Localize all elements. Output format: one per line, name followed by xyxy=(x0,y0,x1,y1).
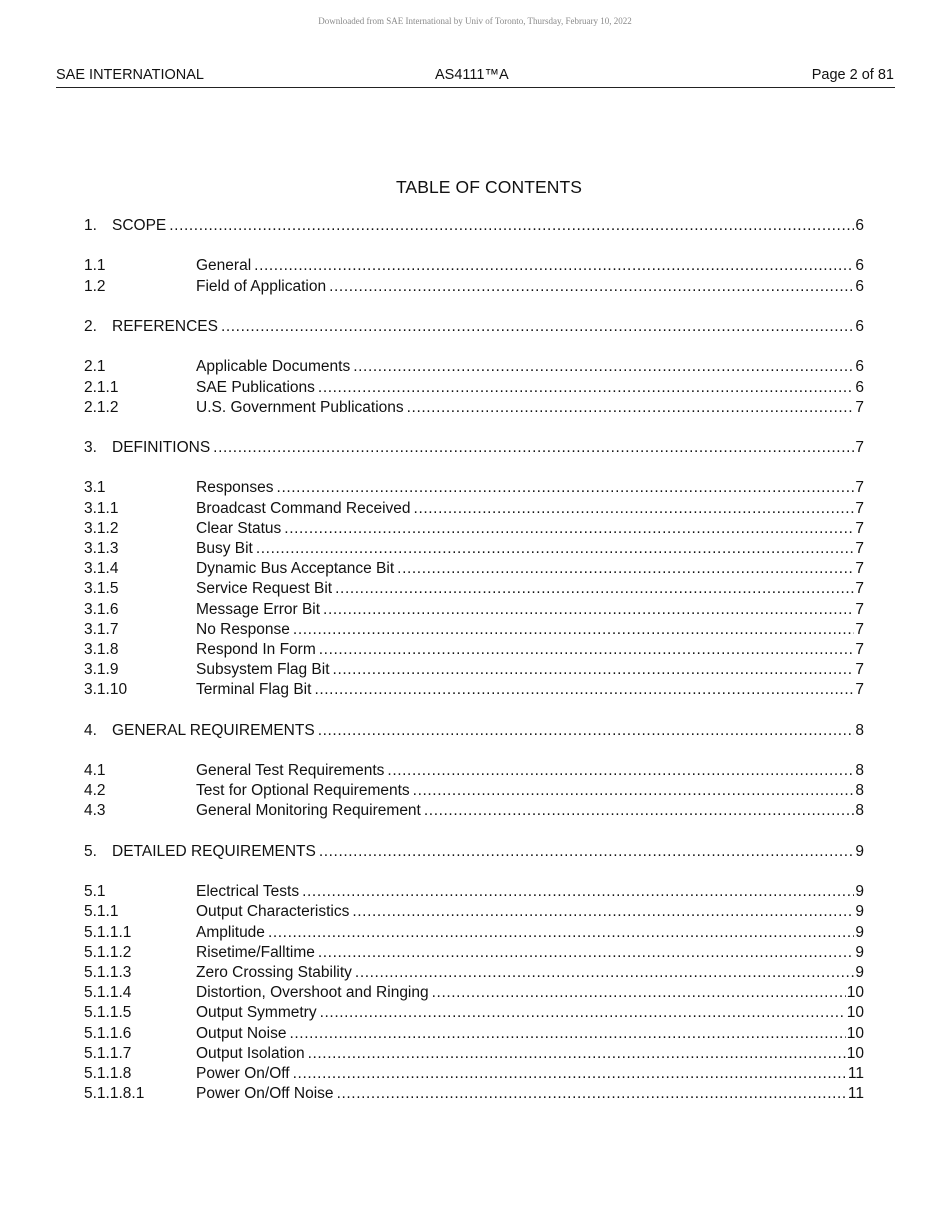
toc-dot-leader xyxy=(318,721,855,741)
toc-entry-number: 3.1 xyxy=(84,479,106,497)
toc-entry-number: 5.1.1.1 xyxy=(84,923,132,941)
toc-entry[interactable] xyxy=(84,600,864,620)
toc-entry-title: Output Characteristics xyxy=(196,903,350,921)
toc-entry[interactable] xyxy=(84,256,864,276)
toc-entry-page: 7 xyxy=(855,479,864,497)
toc-entry-number: 2.1.1 xyxy=(84,378,119,396)
toc-dot-leader xyxy=(254,256,854,276)
toc-entry-number: 5.1.1.8.1 xyxy=(84,1085,145,1103)
toc-dot-leader xyxy=(414,499,855,519)
toc-entry-title: Zero Crossing Stability xyxy=(196,963,352,981)
toc-entry[interactable] xyxy=(84,1003,864,1023)
toc-entry[interactable] xyxy=(84,398,864,418)
toc-entry[interactable] xyxy=(84,761,864,781)
toc-entry[interactable] xyxy=(84,842,864,862)
toc-entry-number: 2. xyxy=(84,317,97,335)
toc-dot-leader xyxy=(293,1064,847,1084)
toc-entry-title: SAE Publications xyxy=(196,378,315,396)
toc-entry-number: 5.1.1.3 xyxy=(84,963,132,981)
toc-dot-leader xyxy=(302,882,854,902)
toc-dot-leader xyxy=(333,660,855,680)
toc-entry-page: 10 xyxy=(846,1004,864,1022)
toc-entry[interactable] xyxy=(84,277,864,297)
toc-dot-leader xyxy=(387,761,854,781)
toc-entry[interactable] xyxy=(84,378,864,398)
toc-entry-page: 10 xyxy=(846,1024,864,1042)
toc-entry-number: 5.1.1.2 xyxy=(84,943,132,961)
toc-dot-leader xyxy=(277,478,855,498)
toc-dot-leader xyxy=(284,519,854,539)
toc-dot-leader xyxy=(169,216,854,236)
toc-entry[interactable] xyxy=(84,579,864,599)
toc-entry-page: 10 xyxy=(846,1044,864,1062)
toc-entry-page: 9 xyxy=(855,923,864,941)
toc-entry-page: 7 xyxy=(855,681,864,699)
toc-entry-title: Service Request Bit xyxy=(196,580,333,598)
toc-entry-number: 5.1.1.7 xyxy=(84,1044,132,1062)
toc-entry-page: 6 xyxy=(855,257,864,275)
toc-dot-leader xyxy=(318,943,855,963)
toc-entry-number: 3.1.1 xyxy=(84,499,119,517)
toc-entry-title: Output Symmetry xyxy=(196,1004,317,1022)
toc-dot-leader xyxy=(432,983,846,1003)
toc-entry-title: SCOPE xyxy=(112,217,167,234)
toc-entry-number: 5.1 xyxy=(84,883,106,901)
toc-dot-leader xyxy=(355,963,854,983)
toc-entry-title: General xyxy=(196,257,252,275)
toc-entry[interactable] xyxy=(84,1044,864,1064)
toc-entry[interactable] xyxy=(84,559,864,579)
toc-entry-title: Subsystem Flag Bit xyxy=(196,661,330,679)
toc-entry-number: 3.1.6 xyxy=(84,600,119,618)
toc-entry-number: 3.1.8 xyxy=(84,640,119,658)
toc-dot-leader xyxy=(352,902,854,922)
toc-entry-page: 7 xyxy=(855,439,864,457)
toc-entry-page: 9 xyxy=(855,842,864,860)
toc-dot-leader xyxy=(335,579,854,599)
toc-dot-leader xyxy=(268,923,854,943)
toc-dot-leader xyxy=(221,317,854,337)
toc-entry-page: 7 xyxy=(855,398,864,416)
toc-entry-page: 11 xyxy=(847,1085,864,1103)
toc-entry-title: U.S. Government Publications xyxy=(196,398,404,416)
toc-entry[interactable] xyxy=(84,923,864,943)
toc-entry-number: 4.3 xyxy=(84,802,106,820)
header-document-id: AS4111™A xyxy=(435,67,509,83)
toc-entry-number: 3.1.3 xyxy=(84,540,119,557)
toc-dot-leader xyxy=(337,1084,847,1104)
toc-entry[interactable] xyxy=(84,882,864,902)
toc-entry[interactable] xyxy=(84,499,864,519)
toc-entry-title: Applicable Documents xyxy=(196,358,351,376)
toc-entry-page: 7 xyxy=(855,540,864,557)
toc-entry-number: 4. xyxy=(84,721,97,739)
toc-entry-title: GENERAL REQUIREMENTS xyxy=(112,721,315,739)
toc-entry-title: Respond In Form xyxy=(196,640,316,658)
toc-entry[interactable] xyxy=(84,902,864,922)
toc-dot-leader xyxy=(320,1003,846,1023)
toc-entry-page: 6 xyxy=(855,378,864,396)
toc-entry-page: 11 xyxy=(847,1064,864,1082)
toc-entry-number: 3.1.4 xyxy=(84,560,119,578)
toc-entry-number: 2.1.2 xyxy=(84,398,119,416)
toc-entry[interactable] xyxy=(84,357,864,377)
toc-dot-leader xyxy=(353,357,854,377)
toc-dot-leader xyxy=(397,559,854,579)
toc-entry-page: 8 xyxy=(855,762,864,780)
toc-entry-number: 3. xyxy=(84,439,97,457)
toc-dot-leader xyxy=(293,620,854,640)
toc-entry-title: Test for Optional Requirements xyxy=(196,782,410,800)
toc-entry-number: 4.1 xyxy=(84,762,106,780)
toc-entry-page: 7 xyxy=(855,640,864,658)
toc-entry-number: 5.1.1.4 xyxy=(84,984,132,1002)
toc-entry-page: 10 xyxy=(846,984,864,1002)
toc-dot-leader xyxy=(323,600,854,620)
toc-entry-page: 7 xyxy=(855,600,864,618)
toc-entry-title: Broadcast Command Received xyxy=(196,499,411,517)
toc-entry[interactable] xyxy=(84,1024,864,1044)
toc-entry-number: 3.1.5 xyxy=(84,580,119,598)
toc-entry-page: 7 xyxy=(855,560,864,578)
toc-dot-leader xyxy=(319,640,855,660)
toc-entry-number: 2.1 xyxy=(84,358,106,376)
toc-entry-title: DEFINITIONS xyxy=(112,439,211,457)
toc-entry[interactable] xyxy=(84,640,864,660)
toc-entry[interactable] xyxy=(84,216,864,236)
table-of-contents xyxy=(84,216,864,1104)
toc-dot-leader xyxy=(318,378,854,398)
toc-entry-title: General Test Requirements xyxy=(196,762,385,780)
toc-entry-title: Terminal Flag Bit xyxy=(196,681,312,699)
toc-entry-number: 5.1.1.5 xyxy=(84,1004,132,1022)
toc-entry-number: 5.1.1 xyxy=(84,903,119,921)
toc-entry-page: 8 xyxy=(855,721,864,739)
toc-entry-number: 3.1.7 xyxy=(84,620,119,638)
toc-entry[interactable] xyxy=(84,478,864,498)
toc-entry-number: 3.1.9 xyxy=(84,661,119,679)
toc-dot-leader xyxy=(413,781,855,801)
toc-entry-number: 5.1.1.8 xyxy=(84,1064,132,1082)
toc-entry[interactable] xyxy=(84,539,864,559)
toc-entry[interactable] xyxy=(84,317,864,337)
toc-entry-page: 8 xyxy=(855,802,864,820)
toc-entry[interactable] xyxy=(84,801,864,821)
toc-entry-title: Power On/Off xyxy=(196,1064,290,1082)
toc-dot-leader xyxy=(329,277,854,297)
toc-entry-page: 6 xyxy=(855,317,864,335)
toc-entry-number: 1.1 xyxy=(84,257,106,275)
toc-entry[interactable] xyxy=(84,438,864,458)
toc-entry[interactable] xyxy=(84,943,864,963)
toc-dot-leader xyxy=(314,680,854,700)
header-organization: SAE INTERNATIONAL xyxy=(56,67,204,83)
toc-dot-leader xyxy=(424,801,855,821)
toc-entry[interactable] xyxy=(84,519,864,539)
toc-entry[interactable] xyxy=(84,963,864,983)
toc-entry-page: 7 xyxy=(855,499,864,517)
toc-entry-page: 7 xyxy=(855,661,864,679)
toc-entry-page: 7 xyxy=(855,620,864,638)
toc-entry-title: Dynamic Bus Acceptance Bit xyxy=(196,560,395,578)
toc-entry-page: 7 xyxy=(855,580,864,598)
toc-entry-page: 6 xyxy=(855,277,864,295)
toc-entry-page: 9 xyxy=(855,963,864,981)
toc-entry-title: REFERENCES xyxy=(112,317,218,335)
toc-entry[interactable] xyxy=(84,721,864,741)
toc-entry-page: 9 xyxy=(855,943,864,961)
toc-entry[interactable] xyxy=(84,781,864,801)
toc-dot-leader xyxy=(256,539,855,559)
toc-dot-leader xyxy=(213,438,854,458)
toc-entry-title: Electrical Tests xyxy=(196,883,300,901)
toc-entry[interactable] xyxy=(84,660,864,680)
toc-entry-title: Message Error Bit xyxy=(196,600,321,618)
toc-entry-title: Clear Status xyxy=(196,519,282,537)
toc-entry-number: 4.2 xyxy=(84,782,106,800)
toc-entry-number: 1.2 xyxy=(84,277,106,295)
toc-entry-title: Busy Bit xyxy=(196,540,253,557)
toc-entry-title: DETAILED REQUIREMENTS xyxy=(112,842,316,860)
header-page-number: Page 2 of 81 xyxy=(811,67,894,83)
toc-entry-number: 5. xyxy=(84,842,97,860)
toc-dot-leader xyxy=(407,398,855,418)
toc-entry-number: 3.1.10 xyxy=(84,681,128,699)
toc-dot-leader xyxy=(289,1024,845,1044)
toc-entry-number: 1. xyxy=(84,217,97,234)
toc-entry-title: General Monitoring Requirement xyxy=(196,802,421,820)
toc-entry-title: Distortion, Overshoot and Ringing xyxy=(196,984,429,1002)
toc-entry[interactable] xyxy=(84,1064,864,1084)
toc-entry-number: 3.1.2 xyxy=(84,519,119,537)
toc-entry-page: 7 xyxy=(855,519,864,537)
toc-entry-page: 8 xyxy=(855,782,864,800)
toc-title: TABLE OF CONTENTS xyxy=(395,177,583,197)
download-watermark: Downloaded from SAE International by Univ of Toronto, Thursday, February 10, 2022 xyxy=(318,16,632,26)
toc-entry-title: Risetime/Falltime xyxy=(196,943,315,961)
toc-entry-page: 6 xyxy=(855,358,864,376)
toc-entry[interactable] xyxy=(84,680,864,700)
toc-entry-title: Field of Application xyxy=(196,277,327,295)
toc-dot-leader xyxy=(308,1044,846,1064)
toc-entry[interactable] xyxy=(84,620,864,640)
toc-entry-title: Output Isolation xyxy=(196,1044,305,1062)
toc-entry-title: Responses xyxy=(196,479,274,497)
toc-dot-leader xyxy=(319,842,855,862)
toc-entry-page: 6 xyxy=(855,217,864,234)
toc-entry-title: Amplitude xyxy=(196,923,265,941)
toc-entry-number: 5.1.1.6 xyxy=(84,1024,132,1042)
toc-entry-title: Power On/Off Noise xyxy=(196,1085,334,1103)
toc-entry[interactable] xyxy=(84,1084,864,1104)
toc-entry-title: Output Noise xyxy=(196,1024,287,1042)
toc-entry-title: No Response xyxy=(196,620,290,638)
toc-entry-page: 9 xyxy=(855,883,864,901)
toc-entry-page: 9 xyxy=(855,903,864,921)
toc-entry[interactable] xyxy=(84,983,864,1003)
page-header xyxy=(56,67,895,88)
